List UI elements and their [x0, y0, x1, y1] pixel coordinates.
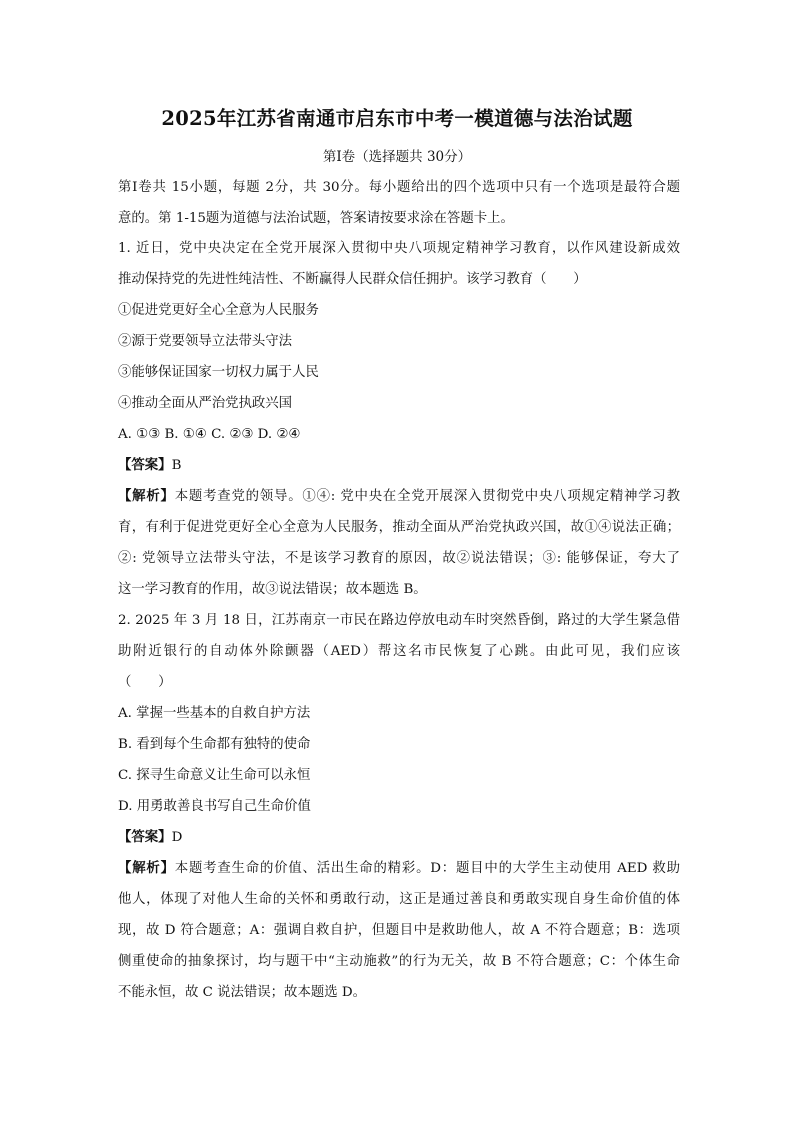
analysis-text: 本题考查生命的价值、活出生命的精彩。D：题目中的大学生主动使用 AED 救助 — [174, 861, 680, 876]
answer-line — [118, 450, 680, 481]
answer-options: A. ①③ B. ①④ C. ②③ D. ②④ — [118, 427, 301, 442]
answer-value: D — [171, 830, 183, 845]
analysis-line: 这一学习教育的作用，故③说法错误；故本题选 B。 — [118, 582, 427, 597]
question-1 — [118, 233, 680, 605]
question-stem-line: （ ） — [118, 675, 172, 690]
question-2 — [118, 605, 680, 1008]
analysis-line: ②: 党领导立法带头守法，不是该学习教育的原因，故②说法错误；③: 能够保证，夸大了 — [118, 551, 680, 566]
question-stem-line: 推动保持党的先进性纯洁性、不断赢得人民群众信任拥护。该学习教育（ ） — [118, 272, 587, 287]
answer-tag: 【答案】 — [118, 829, 172, 845]
section-heading: 第Ⅰ卷（选择题共 30分） — [322, 149, 472, 165]
analysis-line — [118, 853, 680, 884]
answer-value: B — [171, 458, 182, 473]
document-title: 2025年江苏省南通市启东市中考一模道德与法治试题 — [161, 107, 633, 130]
instructions — [118, 172, 680, 234]
question-stem-line: 1. 近日，党中央决定在全党开展深入贯彻中央八项规定精神学习教育，以作风建设新成效 — [118, 241, 680, 256]
answer-line — [118, 822, 680, 853]
analysis-line: 不能永恒，故 C 说法错误；故本题选 D。 — [118, 985, 366, 1000]
option-item: C. 探寻生命意义让生命可以永恒 — [118, 768, 311, 783]
analysis-line: 育，有利于促进党更好全心全意为人民服务，推动全面从严治党执政兴国，故①④说法正确； — [118, 520, 680, 535]
analysis-text: 本题考查党的领导。①④: 党中央在全党开展深入贯彻党中央八项规定精神学习教 — [174, 489, 680, 504]
analysis-line: 侧重使命的抽象探讨，均与题干中“主动施救”的行为无关，故 B 不符合题意；C：个体生命 — [118, 954, 680, 969]
analysis-tag: 【解析】 — [118, 860, 175, 876]
instructions-line: 第Ⅰ卷共 15小题，每题 2分，共 30分。每小题给出的四个选项中只有一个选项是最符合题 — [118, 180, 680, 195]
option-item: A. 掌握一些基本的自救自护方法 — [118, 706, 311, 721]
question-stem-line: 助附近银行的自动体外除颤器（AED）帮这名市民恢复了心跳。由此可见，我们应该 — [118, 644, 680, 659]
statement-item: ②源于党要领导立法带头守法 — [118, 334, 293, 349]
instructions-line: 意的。第 1-15题为道德与法治试题，答案请按要求涂在答题卡上。 — [118, 211, 514, 226]
answer-tag: 【答案】 — [118, 457, 172, 473]
statement-item: ④推动全面从严治党执政兴国 — [118, 396, 293, 411]
question-stem-line: 2. 2025 年 3 月 18 日，江苏南京一市民在路边停放电动车时突然昏倒，路过的大学生紧急借 — [118, 613, 680, 628]
analysis-line: 现，故 D 符合题意；A：强调自救自护，但题目中是救助他人，故 A 不符合题意；B：选项 — [118, 923, 680, 938]
statement-item: ①促进党更好全心全意为人民服务 — [118, 303, 319, 318]
option-item: D. 用勇敢善良书写自己生命价值 — [118, 799, 311, 814]
analysis-line: 他人，体现了对他人生命的关怀和勇敢行动，这正是通过善良和勇敢实现自身生命价值的体 — [118, 892, 680, 907]
analysis-tag: 【解析】 — [118, 488, 175, 504]
analysis-line — [118, 481, 680, 512]
statement-item: ③能够保证国家一切权力属于人民 — [118, 365, 319, 380]
option-item: B. 看到每个生命都有独特的使命 — [118, 737, 311, 752]
